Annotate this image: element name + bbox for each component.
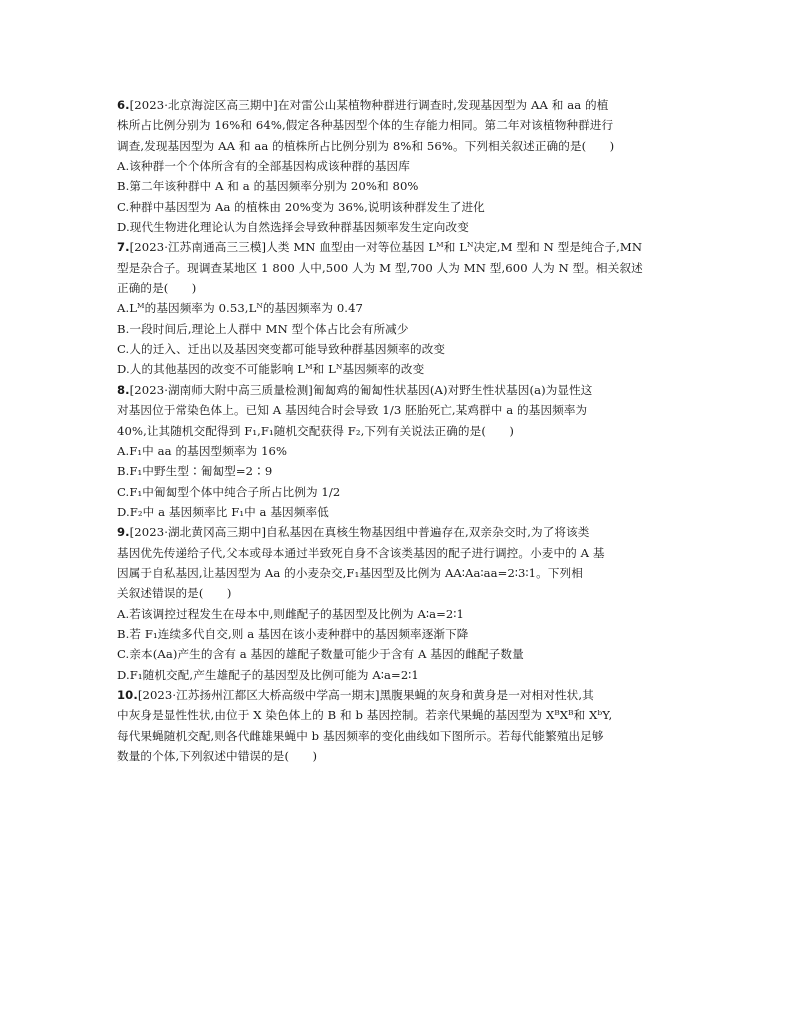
- question-stem-line: [117, 278, 679, 298]
- question-number: 7.: [117, 240, 130, 255]
- question-stem-line: [117, 136, 679, 156]
- question-stem-text: 关叙述错误的是( ): [117, 586, 232, 601]
- question-stem-first-line: [117, 95, 679, 115]
- answer-option: C.人的迁入、迁出以及基因突变都可能导致种群基因频率的改变: [117, 342, 446, 357]
- question-stem-text: [2023·江苏扬州江都区大桥高级中学高一期末]黑腹果蝇的灰身和黄身是一对相对性状,其: [137, 687, 594, 702]
- question-stem-first-line: [117, 380, 679, 400]
- answer-option: D.F₁随机交配,产生雄配子的基因型及比例可能为 A∶a=2∶1: [117, 667, 419, 682]
- question-9: [117, 522, 679, 685]
- question-stem-text: 中灰身是显性性状,由位于 X 染色体上的 B 和 b 基因控制。若亲代果蝇的基因型为 XᴮXᴮ和 XᵇY,: [117, 708, 613, 723]
- answer-option: D.F₂中 a 基因频率比 F₁中 a 基因频率低: [117, 504, 329, 519]
- question-stem-line: [117, 583, 679, 603]
- question-stem-line: [117, 258, 679, 278]
- question-stem-first-line: [117, 685, 679, 705]
- question-stem-line: [117, 115, 679, 135]
- question-stem-text: [2023·湖北黄冈高三期中]自私基因在真核生物基因组中普遍存在,双亲杂交时,为了将该类: [129, 525, 590, 540]
- question-list: [117, 95, 679, 766]
- question-stem-line: [117, 563, 679, 583]
- question-stem-text: 株所占比例分别为 16%和 64%,假定各种基因型个体的生存能力相同。第二年对该植物种群进行: [117, 118, 614, 133]
- question-stem-text: 40%,让其随机交配得到 F₁,F₁随机交配获得 F₂,下列有关说法正确的是( ): [117, 423, 514, 438]
- question-6: [117, 95, 679, 237]
- question-stem-line: [117, 421, 679, 441]
- question-stem-text: 型是杂合子。现调查某地区 1 800 人中,500 人为 M 型,700 人为 MN 型,600 人为 N 型。相关叙述: [117, 260, 643, 275]
- question-stem-line: [117, 543, 679, 563]
- question-stem-text: 基因优先传递给子代,父本或母本通过半致死自身不含该类基因的配子进行调控。小麦中的 A 基: [117, 545, 605, 560]
- question-number: 6.: [117, 98, 130, 112]
- answer-option: C.亲本(Aa)产生的含有 a 基因的雄配子数量可能少于含有 A 基因的雌配子数量: [117, 647, 524, 662]
- answer-option: D.现代生物进化理论认为自然选择会导致种群基因频率发生定向改变: [117, 220, 469, 235]
- answer-option: B.一段时间后,理论上人群中 MN 型个体占比会有所减少: [117, 321, 409, 336]
- question-stem-text: 因属于自私基因,让基因型为 Aa 的小麦杂交,F₁基因型及比例为 AA∶Aa∶aa=2∶3∶1。下列相: [117, 565, 583, 580]
- question-stem-line: [117, 746, 679, 766]
- question-stem-text: 正确的是( ): [117, 281, 197, 296]
- question-8: [117, 380, 679, 522]
- answer-option: A.若该调控过程发生在母本中,则雌配子的基因型及比例为 A∶a=2∶1: [117, 606, 464, 621]
- answer-option: B.第二年该种群中 A 和 a 的基因频率分别为 20%和 80%: [117, 179, 419, 194]
- question-stem-text: [2023·湖南师大附中高三质量检测]匍匐鸡的匍匐性状基因(A)对野生性状基因(a)为显性这: [129, 382, 593, 397]
- answer-option: D.人的其他基因的改变不可能影响 Lᴹ和 Lᴺ基因频率的改变: [117, 362, 425, 377]
- answer-option: A.该种群一个个体所含有的全部基因构成该种群的基因库: [117, 159, 410, 174]
- question-stem-line: [117, 400, 679, 420]
- question-stem-first-line: [117, 522, 679, 542]
- question-stem-text: 对基因位于常染色体上。已知 A 基因纯合时会导致 1/3 胚胎死亡,某鸡群中 a 的基因频率为: [117, 403, 588, 418]
- question-7: [117, 237, 679, 379]
- question-stem-text: 每代果蝇随机交配,则各代雌雄果蝇中 b 基因频率的变化曲线如下图所示。若每代能繁殖出足够: [117, 728, 604, 743]
- question-stem-text: [2023·江苏南通高三三模]人类 MN 血型由一对等位基因 Lᴹ和 Lᴺ决定,M 型和 N 型是纯合子,MN: [129, 240, 643, 255]
- question-stem-line: [117, 705, 679, 725]
- question-stem-line: [117, 726, 679, 746]
- question-stem-text: 调查,发现基因型为 AA 和 aa 的植株所占比例分别为 8%和 56%。下列相关叙述正确的是( ): [117, 138, 615, 153]
- answer-option: A.F₁中 aa 的基因型频率为 16%: [117, 443, 288, 458]
- answer-option: C.种群中基因型为 Aa 的植株由 20%变为 36%,说明该种群发生了进化: [117, 199, 485, 214]
- answer-option: B.F₁中野生型∶匍匐型=2∶9: [117, 464, 273, 479]
- question-number: 9.: [117, 525, 130, 540]
- question-stem-first-line: [117, 237, 679, 257]
- answer-option: A.Lᴹ的基因频率为 0.53,Lᴺ的基因频率为 0.47: [117, 301, 364, 316]
- question-stem-text: 数量的个体,下列叙述中错误的是( ): [117, 749, 318, 763]
- question-number: 8.: [117, 382, 130, 397]
- answer-option: B.若 F₁连续多代自交,则 a 基因在该小麦种群中的基因频率逐渐下降: [117, 626, 469, 641]
- question-10: [117, 685, 679, 766]
- answer-option: C.F₁中匍匐型个体中纯合子所占比例为 1/2: [117, 484, 341, 499]
- question-stem-text: [2023·北京海淀区高三期中]在对雷公山某植物种群进行调查时,发现基因型为 AA 和 aa 的植: [129, 98, 609, 112]
- question-number: 10.: [117, 687, 138, 702]
